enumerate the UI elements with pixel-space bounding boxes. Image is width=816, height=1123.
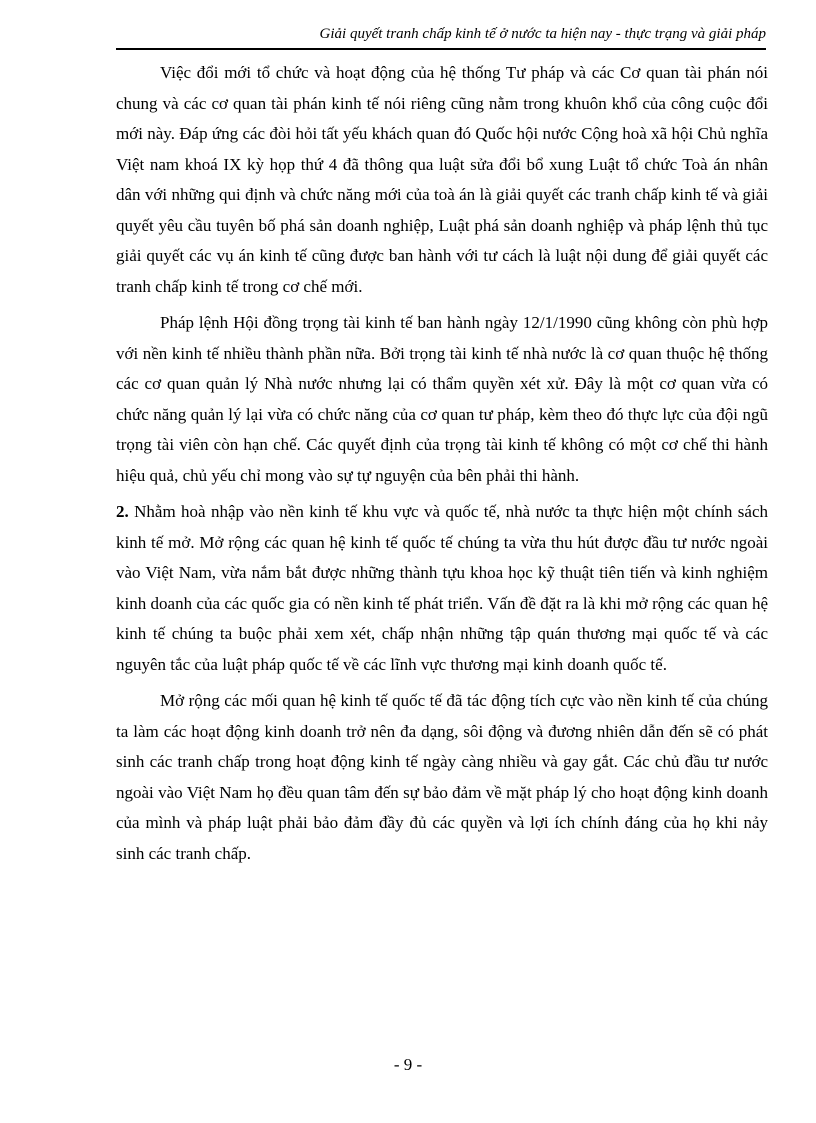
paragraph-1: Việc đổi mới tổ chức và hoạt động của hệ thống Tư pháp và các Cơ quan tài phán nói chung và các cơ quan tài phán kinh tế nói riêng cũng nằm trong khuôn khổ của công cuộc đổi mới này. Đáp ứng các đòi hỏi tất yếu khách quan đó Quốc hội nước Cộng hoà xã hội Chủ nghĩa Việt nam khoá IX kỳ họp thứ 4 đã thông qua luật sửa đổi bổ xung Luật tổ chức Toà án nhân dân với những qui định và chức năng mới của toà án là giải quyết các tranh chấp kinh tế và giải quyết yêu cầu tuyên bố phá sản doanh nghiệp, Luật phá sản doanh nghiệp và pháp lệnh thủ tục giải quyết các vụ án kinh tế cũng được ban hành với tư cách là luật nội dung để giải quyết các tranh chấp kinh tế trong cơ chế mới. <box>116 63 768 296</box>
numbered-item-2 <box>116 497 768 680</box>
page-header <box>116 24 766 50</box>
item-text: Nhằm hoà nhập vào nền kinh tế khu vực và quốc tế, nhà nước ta thực hiện một chính sách kinh tế mở. Mở rộng các quan hệ kinh tế quốc tế chúng ta vừa thu hút được đầu tư nước ngoài vào Việt Nam, vừa nắm bắt được những thành tựu khoa học kỹ thuật tiên tiến và kinh nghiệm kinh doanh của các quốc gia có nền kinh tế phát triển. Vấn đề đặt ra là khi mở rộng các quan hệ kinh tế chúng ta buộc phải xem xét, chấp nhận những tập quán thương mại quốc tế và các nguyên tắc của luật pháp quốc tế về các lĩnh vực thương mại kinh doanh quốc tế. <box>116 502 768 674</box>
item-number: 2. <box>116 502 129 521</box>
paragraph-3: Mở rộng các mối quan hệ kinh tế quốc tế đã tác động tích cực vào nền kinh tế của chúng ta làm các hoạt động kinh doanh trở nên đa dạng, sôi động và đương nhiên dẫn đến sẽ có phát sinh các tranh chấp trong hoạt động kinh tế ngày càng nhiều và gay gắt. Các chủ đầu tư nước ngoài vào Việt Nam họ đều quan tâm đến sự bảo đảm về mặt pháp lý cho hoạt động kinh doanh của mình và pháp luật phải bảo đảm đầy đủ các quyền và lợi ích chính đáng của họ khi nảy sinh các tranh chấp. <box>116 691 768 863</box>
document-body <box>116 58 768 869</box>
header-title: Giải quyết tranh chấp kinh tế ở nước ta hiện nay - thực trạng và giải pháp <box>319 26 766 42</box>
paragraph-2: Pháp lệnh Hội đồng trọng tài kinh tế ban hành ngày 12/1/1990 cũng không còn phù hợp với nền kinh tế nhiều thành phần nữa. Bởi trọng tài kinh tế nhà nước là cơ quan thuộc hệ thống các cơ quan quản lý Nhà nước nhưng lại có thẩm quyền xét xử. Đây là một cơ quan vừa có chức năng quản lý lại vừa có chức năng của cơ quan tư pháp, kèm theo đó thực lực của đội ngũ trọng tài viên còn hạn chế. Các quyết định của trọng tài kinh tế không có một cơ chế thi hành hiệu quả, chủ yếu chỉ mong vào sự tự nguyện của bên phải thi hành. <box>116 313 768 485</box>
page-number: - 9 - <box>393 1055 423 1074</box>
